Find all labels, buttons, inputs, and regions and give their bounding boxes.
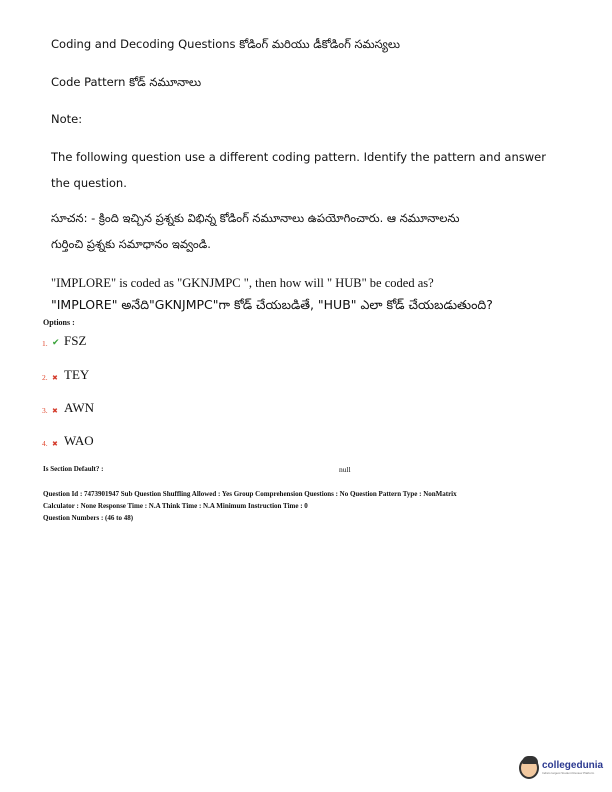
question-meta-line2: Calculator : None Response Time : N.A Think Time : N.A Minimum Instruction Time : 0 [43,502,308,510]
option-text: TEY [64,367,90,382]
option-1[interactable] [42,333,86,349]
option-4[interactable] [42,433,94,449]
option-text: WAO [64,433,94,448]
instruction-te-line1: సూచన: - క్రింది ఇచ్చిన ప్రశ్నకు విభిన్న కోడింగ్ నమూనాలు ఉపయోగించారు. ఆ నమూనాలను [51,211,460,225]
options-label: Options : [43,318,75,327]
option-number: 2. [42,373,48,382]
question-english: "IMPLORE" is coded as "GKNJMPC ", then how will " HUB" be coded as? [51,276,434,290]
avatar-icon [519,757,539,779]
option-3[interactable] [42,400,94,416]
option-number: 1. [42,339,48,348]
question-meta-line1: Question Id : 7473901947 Sub Question Shuffling Allowed : Yes Group Comprehension Questions : No Question Pattern Type : NonMatrix [43,490,457,498]
instruction-en-line1: The following question use a different coding pattern. Identify the pattern and answer [51,150,546,164]
cross-icon: ✖ [52,407,58,415]
cross-icon: ✖ [52,440,58,448]
logo-tagline: India's largest Student Review Platform [542,771,595,775]
section-default-value: null [339,465,351,474]
section-default-label: Is Section Default? : [43,465,104,473]
option-number: 4. [42,439,48,448]
option-text: AWN [64,400,95,415]
question-numbers: Question Numbers : (46 to 48) [43,514,134,522]
collegedunia-logo [519,757,603,779]
instruction-te-line2: గుర్తించి ప్రశ్నకు సమాధానం ఇవ్వండి. [51,237,211,251]
logo-name: collegedunia [542,760,604,771]
code-pattern-heading: Code Pattern కోడ్ నమూనాలు [51,75,202,89]
note-label: Note: [51,112,83,126]
cross-icon: ✖ [52,374,58,382]
option-text: FSZ [64,333,87,348]
question-telugu: "IMPLORE" అనేది"GKNJMPC"గా కోడ్ చేయబడితే, "HUB" ఎలా కోడ్ చేయబడుతుంది? [51,297,493,312]
instruction-en-line2: the question. [51,176,127,190]
section-title: Coding and Decoding Questions కోడింగ్ మరియు డీకోడింగ్ సమస్యలు [51,37,401,51]
option-2[interactable] [42,367,89,383]
check-icon: ✔ [52,338,60,348]
option-number: 3. [42,406,48,415]
